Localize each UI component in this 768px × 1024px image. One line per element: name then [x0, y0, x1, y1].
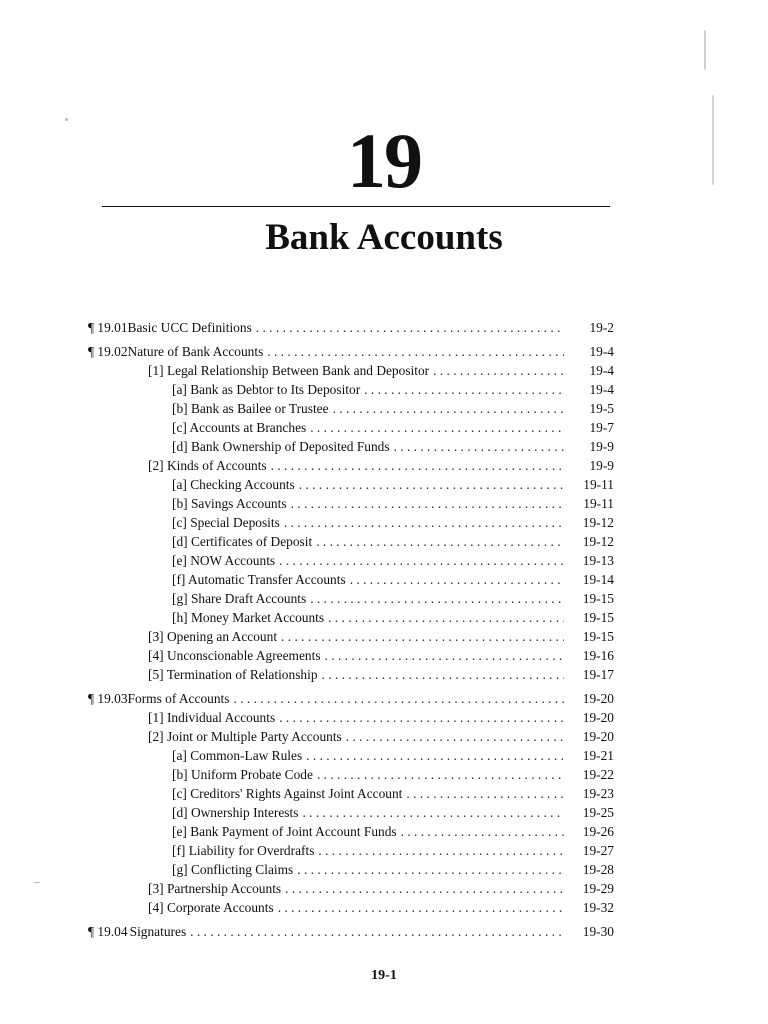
- toc-entry-label: [a] Checking Accounts: [172, 477, 295, 492]
- toc-entry-label: [a] Common-Law Rules: [172, 748, 303, 763]
- toc-page-number: 19-4: [589, 344, 614, 359]
- toc-entry: [172, 418, 614, 438]
- toc-page-number: 19-12: [582, 515, 614, 530]
- toc-dot-leader: [322, 665, 564, 685]
- toc-entry: [148, 627, 614, 647]
- toc-entry-label: [e] Bank Payment of Joint Account Funds: [172, 824, 397, 839]
- toc-dot-leader: [318, 841, 564, 861]
- toc-dot-leader: [279, 551, 564, 571]
- toc-entry: [172, 841, 614, 861]
- toc-page-number: 19-30: [582, 924, 614, 939]
- toc-entry: [148, 898, 614, 918]
- toc-page-number: 19-13: [582, 553, 614, 568]
- toc-dot-leader: [190, 922, 564, 942]
- toc-entry: [172, 380, 614, 400]
- toc-dot-leader: [279, 708, 564, 728]
- toc-entry: [172, 746, 614, 766]
- toc-page-number: 19-2: [589, 320, 614, 335]
- toc-entry: [148, 879, 614, 899]
- toc-page-number: 19-21: [582, 748, 614, 763]
- toc-page-number: 19-15: [582, 629, 614, 644]
- toc-page-number: 19-5: [589, 401, 614, 416]
- page-number: 19-1: [371, 968, 397, 983]
- toc-dot-leader: [267, 342, 564, 362]
- toc-page-number: 19-14: [582, 572, 614, 587]
- toc-page-number: 19-20: [582, 691, 614, 706]
- toc-dot-leader: [325, 646, 564, 666]
- toc-entry-label: [g] Share Draft Accounts: [172, 591, 307, 606]
- toc-page-number: 19-15: [582, 591, 614, 606]
- toc-entry: [172, 437, 614, 457]
- toc-entry-label: Forms of Accounts: [127, 691, 230, 706]
- toc-entry-label: [2] Joint or Multiple Party Accounts: [148, 729, 342, 744]
- toc-entry: [148, 361, 614, 381]
- toc-dot-leader: [297, 860, 564, 880]
- toc-entry: [172, 494, 614, 514]
- toc-page-number: 19-20: [582, 729, 614, 744]
- toc-entry-label: [4] Corporate Accounts: [148, 900, 274, 915]
- toc-page-number: 19-26: [582, 824, 614, 839]
- toc-entry-label: [3] Partnership Accounts: [148, 881, 282, 896]
- toc-entry-label: [h] Money Market Accounts: [172, 610, 325, 625]
- toc-entry-label: [b] Uniform Probate Code: [172, 767, 313, 782]
- toc-section-number: ¶ 19.04: [88, 924, 128, 939]
- toc-entry-label: [5] Termination of Relationship: [148, 667, 318, 682]
- toc-page-number: 19-29: [582, 881, 614, 896]
- toc-page-number: 19-27: [582, 843, 614, 858]
- toc-page-number: 19-32: [582, 900, 614, 915]
- toc-page-number: 19-16: [582, 648, 614, 663]
- toc-entry: [172, 765, 614, 785]
- chapter-title: Bank Accounts: [265, 217, 503, 258]
- toc-entry: [172, 399, 614, 419]
- toc-dot-leader: [299, 475, 564, 495]
- toc-entry-label: [b] Bank as Bailee or Trustee: [172, 401, 329, 416]
- toc-dot-leader: [271, 456, 564, 476]
- toc-entry: [172, 589, 614, 609]
- toc-page-number: 19-15: [582, 610, 614, 625]
- toc-dot-leader: [281, 627, 564, 647]
- toc-entry-label: [f] Liability for Overdrafts: [172, 843, 315, 858]
- toc-entry-label: [1] Legal Relationship Between Bank and Depositor: [148, 363, 430, 378]
- toc-section-number: ¶ 19.03: [88, 691, 128, 706]
- toc-page-number: 19-17: [582, 667, 614, 682]
- toc-dot-leader: [350, 570, 564, 590]
- toc-page-number: 19-4: [589, 363, 614, 378]
- toc-dot-leader: [346, 727, 564, 747]
- toc-page-number: 19-9: [589, 458, 614, 473]
- toc-dot-leader: [256, 318, 564, 338]
- toc-page-number: 19-7: [589, 420, 614, 435]
- toc-page-number: 19-11: [583, 496, 614, 511]
- toc-entry-label: Signatures: [129, 924, 187, 939]
- toc-section-number: ¶ 19.01: [88, 320, 128, 335]
- toc-dot-leader: [306, 746, 564, 766]
- toc-entry: [88, 922, 614, 942]
- toc-entry-label: [c] Accounts at Branches: [172, 420, 307, 435]
- toc-entry-label: [c] Special Deposits: [172, 515, 280, 530]
- toc-page-number: 19-11: [583, 477, 614, 492]
- toc-dot-leader: [364, 380, 564, 400]
- toc-dot-leader: [333, 399, 564, 419]
- toc-dot-leader: [433, 361, 564, 381]
- toc-entry-label: [1] Individual Accounts: [148, 710, 276, 725]
- toc-entry: [88, 342, 614, 362]
- toc-dot-leader: [302, 803, 564, 823]
- toc-entry: [172, 532, 614, 552]
- toc-section-number: ¶ 19.02: [88, 344, 128, 359]
- toc-entry: [172, 513, 614, 533]
- toc-dot-leader: [394, 437, 564, 457]
- toc-entry: [148, 665, 614, 685]
- toc-entry-label: [e] NOW Accounts: [172, 553, 276, 568]
- toc-dot-leader: [317, 765, 564, 785]
- toc-page-number: 19-23: [582, 786, 614, 801]
- toc-dot-leader: [278, 898, 564, 918]
- toc-entry: [148, 456, 614, 476]
- toc-page-number: 19-9: [589, 439, 614, 454]
- toc-entry-label: Basic UCC Definitions: [127, 320, 252, 335]
- toc-dot-leader: [310, 418, 564, 438]
- toc-entry-label: [f] Automatic Transfer Accounts: [172, 572, 346, 587]
- chapter-number: 19: [347, 117, 421, 204]
- toc-dot-leader: [406, 784, 564, 804]
- toc-dot-leader: [284, 513, 564, 533]
- toc-entry-label: [4] Unconscionable Agreements: [148, 648, 321, 663]
- toc-entry-label: [2] Kinds of Accounts: [148, 458, 267, 473]
- toc-entry-label: [d] Bank Ownership of Deposited Funds: [172, 439, 390, 454]
- scan-speck: [712, 95, 714, 185]
- scan-speck: [65, 118, 68, 121]
- scan-speck: [704, 30, 706, 70]
- toc-entry: [148, 646, 614, 666]
- toc-entry: [148, 708, 614, 728]
- toc-entry: [88, 689, 614, 709]
- toc-page-number: 19-20: [582, 710, 614, 725]
- toc-page-number: 19-22: [582, 767, 614, 782]
- toc-page-number: 19-28: [582, 862, 614, 877]
- toc-entry: [172, 570, 614, 590]
- toc-entry: [172, 551, 614, 571]
- toc-entry-label: [a] Bank as Debtor to Its Depositor: [172, 382, 361, 397]
- toc-dot-leader: [310, 589, 564, 609]
- toc-entry-label: [g] Conflicting Claims: [172, 862, 294, 877]
- toc-dot-leader: [316, 532, 564, 552]
- toc-dot-leader: [328, 608, 564, 628]
- toc-dot-leader: [285, 879, 564, 899]
- toc-entry: [172, 860, 614, 880]
- toc-dot-leader: [401, 822, 564, 842]
- toc-entry: [172, 784, 614, 804]
- toc-entry: [172, 475, 614, 495]
- toc-entry: [172, 608, 614, 628]
- toc-entry-label: [3] Opening an Account: [148, 629, 278, 644]
- toc-entry-label: Nature of Bank Accounts: [127, 344, 264, 359]
- toc-dot-leader: [291, 494, 564, 514]
- toc-page-number: 19-12: [582, 534, 614, 549]
- toc-entry-label: [c] Creditors' Rights Against Joint Account: [172, 786, 403, 801]
- toc-entry-label: [d] Ownership Interests: [172, 805, 299, 820]
- toc-entry-label: [b] Savings Accounts: [172, 496, 287, 511]
- toc-entry: [172, 803, 614, 823]
- toc-entry-label: [d] Certificates of Deposit: [172, 534, 313, 549]
- toc-page-number: 19-25: [582, 805, 614, 820]
- toc-entry: [88, 318, 614, 338]
- toc-entry: [148, 727, 614, 747]
- toc-dot-leader: [233, 689, 564, 709]
- scan-speck: [34, 882, 40, 883]
- toc-entry: [172, 822, 614, 842]
- toc-page-number: 19-4: [589, 382, 614, 397]
